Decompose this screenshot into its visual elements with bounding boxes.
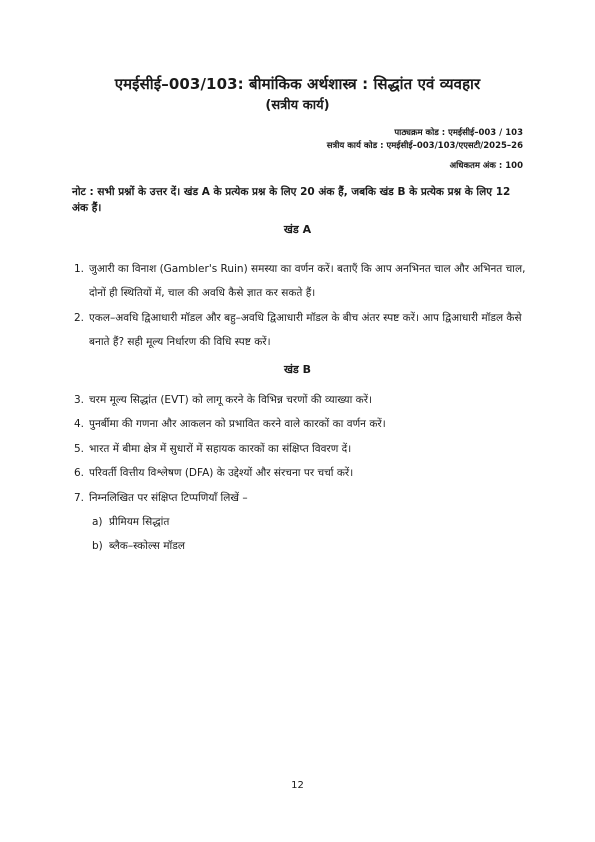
question-number: 3. bbox=[74, 394, 85, 406]
section-a-heading: खंड A bbox=[283, 223, 312, 236]
question-number: 7. bbox=[74, 492, 85, 504]
question-number: 4. bbox=[74, 418, 85, 430]
question-1 bbox=[74, 257, 534, 305]
question-text: पुनर्बीमा की गणना और आकलन को प्रभावित करने वाले कारकों का वर्णन करें। bbox=[89, 418, 386, 430]
max-marks: अधिकतम अंक : 100 bbox=[449, 161, 523, 171]
assignment-code: सत्रीय कार्य कोड : एमईसीई–003/103/एएसटी/2025–26 bbox=[326, 141, 523, 151]
document-subtitle: (सत्रीय कार्य) bbox=[265, 98, 330, 113]
question-3 bbox=[74, 388, 534, 412]
question-text: परिवर्ती वित्तीय विश्लेषण (DFA) के उद्देश्यों और संरचना पर चर्चा करें। bbox=[89, 467, 354, 479]
sub-item-text: प्रीमियम सिद्धांत bbox=[109, 516, 170, 528]
page-number: 12 bbox=[291, 780, 304, 791]
sub-item-text: ब्लैक–स्कोल्स मॉडल bbox=[109, 540, 185, 552]
question-text: भारत में बीमा क्षेत्र में सुधारों में सहायक कारकों का संक्षिप्त विवरण दें। bbox=[89, 443, 352, 455]
question-6 bbox=[74, 461, 534, 485]
course-code: पाठ्यक्रम कोड : एमईसीई–003 / 103 bbox=[394, 128, 523, 138]
question-number: 1. bbox=[74, 263, 85, 275]
question-7 bbox=[74, 486, 534, 510]
question-5 bbox=[74, 437, 534, 461]
sub-item-b bbox=[92, 534, 185, 558]
question-text: चरम मूल्य सिद्धांत (EVT) को लागू करने के विभिन्न चरणों की व्याख्या करें। bbox=[89, 394, 372, 406]
sub-item-a bbox=[92, 510, 169, 534]
question-number: 2. bbox=[74, 312, 85, 324]
question-number: 5. bbox=[74, 443, 85, 455]
question-4 bbox=[74, 412, 534, 436]
document-title: एमईसीई–003/103: बीमांकिक अर्थशास्त्र : सिद्धांत एवं व्यवहार bbox=[114, 75, 481, 93]
instructions-note: नोट : सभी प्रश्नों के उत्तर दें। खंड A के प्रत्येक प्रश्न के लिए 20 अंक हैं, जबकि खंड B के प्रत्येक प्रश्न के लिए 12 अंक हैं। bbox=[72, 186, 511, 214]
question-text: एकल–अवधि द्विआधारी मॉडल और बहु–अवधि द्विआधारी मॉडल के बीच अंतर स्पष्ट करें। आप द्विआधारी मॉडल कैसे बनाते हैं? सही मूल्य निर्धारण की विधि स्पष्ट करें। bbox=[89, 312, 522, 348]
question-text: निम्नलिखित पर संक्षिप्त टिप्पणियाँ लिखें – bbox=[89, 492, 248, 504]
section-b-heading: खंड B bbox=[283, 363, 312, 376]
sub-item-label: a) bbox=[92, 516, 103, 528]
sub-item-label: b) bbox=[92, 540, 103, 552]
question-number: 6. bbox=[74, 467, 85, 479]
question-2 bbox=[74, 306, 534, 354]
question-text: जुआरी का विनाश (Gambler's Ruin) समस्या का वर्णन करें। बताएँ कि आप अनभिनत चाल और अभिनत चाल, दोनों ही स्थितियों में, चाल की अवधि कैसे ज्ञात कर सकते हैं। bbox=[89, 263, 526, 299]
